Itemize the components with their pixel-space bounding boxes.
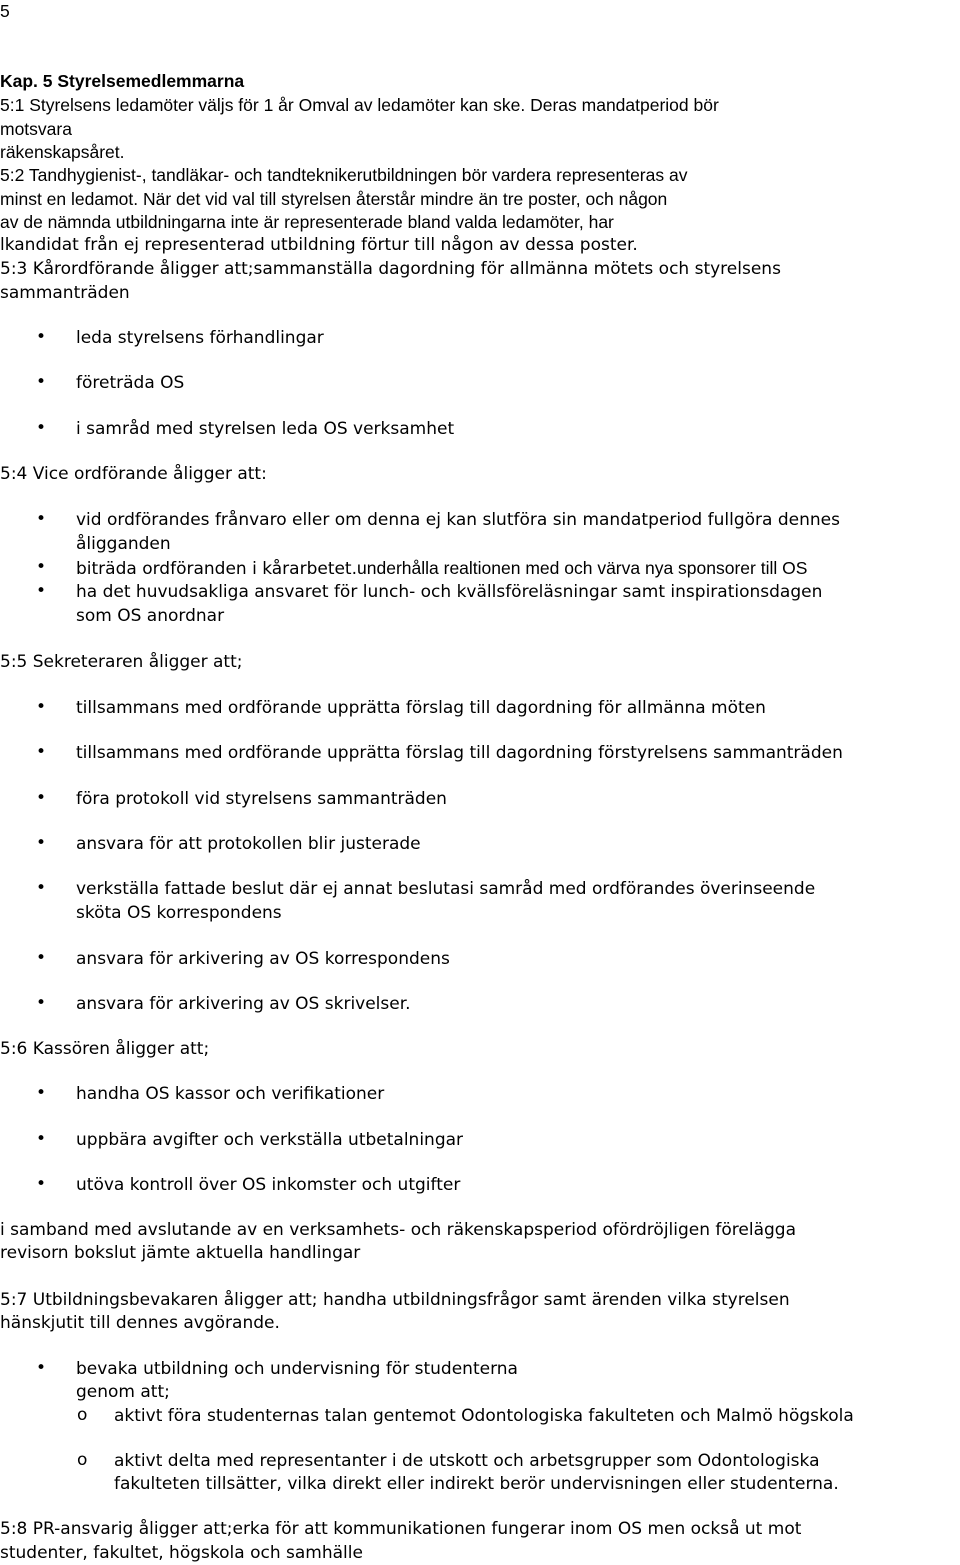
list-item: vid ordförandes frånvaro eller om denna ej kan slutföra sin mandatperiod fullgöra dennes bbox=[76, 510, 840, 530]
list-item-continuation: som OS anordnar bbox=[76, 606, 225, 626]
bullet-icon: • bbox=[36, 697, 47, 717]
section-5-1-line-1: 5:1 Styrelsens ledamöter väljs för 1 år Omval av ledamöter kan ske. Deras mandatperiod bör bbox=[0, 95, 719, 115]
bullet-icon: • bbox=[36, 418, 47, 438]
section-5-2-line-4: lkandidat från ej representerad utbildning förtur till någon av dessa poster. bbox=[0, 235, 638, 255]
list-item: handha OS kassor och verifikationer bbox=[76, 1084, 385, 1104]
list-item: tillsammans med ordförande upprätta förslag till dagordning förstyrelsens sammanträden bbox=[76, 743, 843, 763]
section-5-6-paragraph-line-2: revisorn bokslut jämte aktuella handlingar bbox=[0, 1243, 361, 1263]
list-item: föra protokoll vid styrelsens sammanträden bbox=[76, 789, 447, 809]
list-item: utöva kontroll över OS inkomster och utgifter bbox=[76, 1175, 461, 1195]
section-5-6-heading: 5:6 Kassören åligger att; bbox=[0, 1039, 210, 1059]
list-item: leda styrelsens förhandlingar bbox=[76, 328, 324, 348]
list-item: verkställa fattade beslut där ej annat beslutasi samråd med ordförandes överinseende bbox=[76, 879, 816, 899]
list-item: ha det huvudsakliga ansvaret för lunch- och kvällsföreläsningar samt inspirationsdagen bbox=[76, 582, 823, 602]
bullet-icon: • bbox=[36, 1358, 47, 1378]
list-item-continuation: genom att; bbox=[76, 1382, 170, 1402]
sub-list-item: aktivt föra studenternas talan gentemot Odontologiska fakulteten och Malmö högskola bbox=[114, 1406, 854, 1426]
list-item: bevaka utbildning och undervisning för studenterna bbox=[76, 1359, 518, 1379]
list-item bbox=[76, 556, 807, 580]
chapter-title: Kap. 5 Styrelsemedlemmarna bbox=[0, 71, 245, 91]
list-item: i samråd med styrelsen leda OS verksamhet bbox=[76, 419, 455, 439]
bullet-icon: • bbox=[36, 372, 47, 392]
bullet-icon: • bbox=[36, 1174, 47, 1194]
section-5-8-line-1: 5:8 PR-ansvarig åligger att;erka för att kommunikationen fungerar inom OS men också ut mot bbox=[0, 1519, 802, 1539]
list-item-continuation: åligganden bbox=[76, 534, 171, 554]
section-5-3-line-2: sammanträden bbox=[0, 283, 130, 303]
section-5-2-line-2 bbox=[0, 187, 667, 211]
section-5-2-line-2a: minst en ledamot. bbox=[0, 189, 139, 209]
bullet-icon: • bbox=[36, 993, 47, 1013]
section-5-5-heading: 5:5 Sekreteraren åligger att; bbox=[0, 652, 243, 672]
section-5-6-paragraph-line-1: i samband med avslutande av en verksamhets- och räkenskapsperiod ofördröjligen förelägga bbox=[0, 1220, 797, 1240]
bullet-icon: • bbox=[36, 742, 47, 762]
sub-list-item-continuation: fakulteten tillsätter, vilka direkt eller indirekt berör undervisningen eller studenterna. bbox=[114, 1474, 839, 1494]
bullet-icon: • bbox=[36, 1129, 47, 1149]
section-5-7-line-2: hänskjutit till dennes avgörande. bbox=[0, 1313, 280, 1333]
section-5-2-line-3: av de nämnda utbildningarna inte är representerade bland valda ledamöter, har bbox=[0, 212, 614, 232]
bullet-icon: • bbox=[36, 581, 47, 601]
sub-bullet-icon: o bbox=[77, 1450, 88, 1470]
list-item-part-a: biträda ordföranden i kårarbetet. bbox=[76, 559, 358, 579]
bullet-icon: • bbox=[36, 788, 47, 808]
bullet-icon: • bbox=[36, 878, 47, 898]
section-5-4-heading: 5:4 Vice ordförande åligger att: bbox=[0, 464, 267, 484]
section-5-1-line-2: motsvara bbox=[0, 119, 72, 139]
bullet-icon: • bbox=[36, 1083, 47, 1103]
section-5-7-line-1: 5:7 Utbildningsbevakaren åligger att; handha utbildningsfrågor samt ärenden vilka styrelsen bbox=[0, 1290, 790, 1310]
sub-list-item: aktivt delta med representanter i de utskott och arbetsgrupper som Odontologiska bbox=[114, 1451, 820, 1471]
list-item-continuation: sköta OS korrespondens bbox=[76, 903, 282, 923]
list-item: tillsammans med ordförande upprätta förslag till dagordning för allmänna möten bbox=[76, 698, 766, 718]
page-number: 5 bbox=[0, 1, 10, 21]
bullet-icon: • bbox=[36, 948, 47, 968]
list-item: företräda OS bbox=[76, 373, 185, 393]
list-item-part-b: underhålla realtionen med och värva nya sponsorer till OS bbox=[357, 558, 808, 578]
list-item: uppbära avgifter och verkställa utbetalningar bbox=[76, 1130, 464, 1150]
list-item: ansvara för arkivering av OS korrespondens bbox=[76, 949, 450, 969]
section-5-3-line-1: 5:3 Kårordförande åligger att;sammanställa dagordning för allmänna mötets och styrelsens bbox=[0, 259, 781, 279]
sub-bullet-icon: o bbox=[77, 1405, 88, 1425]
list-item: ansvara för arkivering av OS skrivelser. bbox=[76, 994, 411, 1014]
list-item: ansvara för att protokollen blir justerade bbox=[76, 834, 421, 854]
bullet-icon: • bbox=[36, 557, 47, 577]
section-5-1-line-3: räkenskapsåret. bbox=[0, 142, 125, 162]
bullet-icon: • bbox=[36, 327, 47, 347]
section-5-8-line-2: studenter, fakultet, högskola och samhälle bbox=[0, 1543, 363, 1563]
bullet-icon: • bbox=[36, 833, 47, 853]
section-5-2-line-2b: När det vid val till styrelsen återstår mindre än tre poster, och någon bbox=[138, 189, 668, 209]
section-5-2-line-1: 5:2 Tandhygienist-, tandläkar- och tandteknikerutbildningen bör vardera representeras av bbox=[0, 165, 688, 185]
bullet-icon: • bbox=[36, 509, 47, 529]
